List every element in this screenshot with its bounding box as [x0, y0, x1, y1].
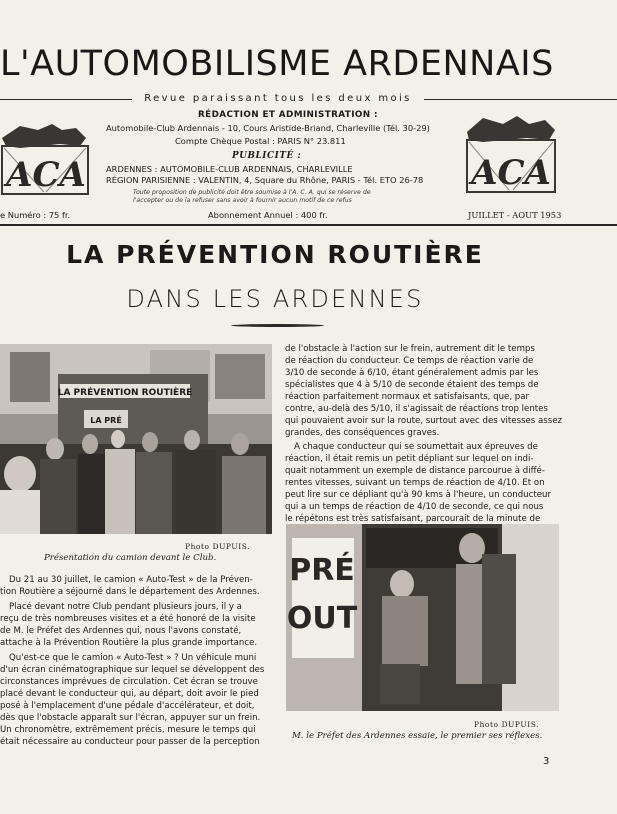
body-text-line: peut lire sur ce dépliant qu'à 90 kms à l'heure, un conducteur	[285, 490, 551, 500]
body-text-line: 3/10 de seconde à 6/10, étant généralement admis par les	[285, 368, 539, 378]
body-text-line: quait notamment un exemple de distance parcourue à diffé-	[285, 466, 545, 476]
poster-text-1: PRÉ	[289, 553, 355, 588]
body-text-line: attache à la Prévention Routière la plus grande importance.	[0, 638, 258, 648]
photo2-credit: Photo DUPUIS.	[474, 720, 540, 729]
redaction-heading: RÉDACTION ET ADMINISTRATION :	[198, 110, 378, 120]
photo2-caption: M. le Préfet des Ardennes essaie, le premier ses réflexes.	[292, 731, 543, 741]
article-subheadline: DANS LES ARDENNES	[126, 285, 424, 313]
body-text-line: qui a un temps de réaction de 4/10 de seconde, ce qui nous	[285, 502, 544, 512]
masthead-bottom-rule	[0, 224, 617, 226]
photo-prefet-essai	[286, 524, 559, 711]
body-text-line: le répétons est très satisfaisant, parcourait de la minute de	[285, 514, 541, 524]
body-text-line: réaction parfaitement normaux et satisfaisants, que, par	[285, 392, 530, 402]
body-text-line: reçu de très nombreuses visites et a été honoré de la visite	[0, 614, 256, 624]
body-text-line: placé devant le conducteur qui, au départ, doit avoir le pied	[0, 689, 259, 699]
body-text-line: tion Routière a séjourné dans le département des Ardennes.	[0, 587, 260, 597]
article-headline: LA PRÉVENTION ROUTIÈRE	[66, 240, 484, 269]
body-text-line: était nécessaire au conducteur pour passer de la perception	[0, 737, 260, 747]
cheque-line: Compte Chèque Postal : PARIS N° 23.811	[175, 136, 346, 146]
page-number: 3	[543, 756, 550, 767]
photo1-caption: Présentation du camion devant le Club.	[44, 553, 217, 563]
truck-sign-text: LA PRÉ	[90, 416, 122, 425]
body-text-line: circonstances imprévues de circulation. Cet écran se trouve	[0, 677, 258, 687]
body-text-line: rentes vitesses, suivant un temps de réaction de 4/10. Et on	[285, 478, 545, 488]
body-text-line: d'un écran cinématographique sur lequel se développent des	[0, 665, 265, 675]
issue-date: JUILLET - AOUT 1953	[468, 210, 562, 220]
photo-camion-devant-club	[0, 344, 272, 534]
photo1-credit: Photo DUPUIS.	[185, 542, 251, 551]
body-text-line: Placé devant notre Club pendant plusieurs jours, il y a	[9, 602, 242, 612]
body-text-line: de réaction du conducteur. Ce temps de réaction varie de	[285, 356, 534, 366]
body-text-line: contre, au-delà des 5/10, il s'agissait de réactions trop lentes	[285, 404, 548, 414]
body-text-line: spécialistes que 4 à 5/10 de seconde étaient des temps de	[285, 380, 539, 390]
body-text-line: grandes, des conséquences graves.	[285, 428, 440, 438]
masthead-rule-left	[0, 99, 132, 100]
paris-line: RÉGION PARISIENNE : VALENTIN, 4, Square du Rhône, PARIS - Tél. ETO 26-78	[106, 175, 424, 185]
body-text-line: de l'obstacle à l'action sur le frein, autrement dit le temps	[285, 344, 535, 354]
publicite-heading: PUBLICITÉ :	[232, 151, 302, 161]
body-text-line: qui pouvaient avoir sur la route, surtout avec des vitesses assez	[285, 416, 563, 426]
body-text-line: réaction, il était remis un petit dépliant sur lequel on indi-	[285, 454, 534, 464]
masthead-subtitle: Revue paraissant tous les deux mois	[144, 93, 412, 104]
body-text-line: de M. le Préfet des Ardennes qui, nous l'avons constaté,	[0, 626, 242, 636]
price-label: e Numéro : 75 fr.	[0, 210, 71, 220]
body-text-line: Un chronomètre, extrêmement précis, mesure le temps qui	[0, 725, 256, 735]
redaction-address: Automobile-Club Ardennais - 10, Cours Aristide-Briand, Charleville (Tél. 30-29)	[106, 123, 430, 133]
headline-ornament-rule	[231, 324, 324, 327]
notice-line-1: Toute proposition de publicité doit être soumise à l'A. C. A. qui se réserve de	[133, 189, 371, 196]
truck-banner-text: LA PRÉVENTION ROUTIÈRE	[57, 388, 193, 398]
aca-logo-left	[0, 116, 92, 198]
masthead-title: L'AUTOMOBILISME ARDENNAIS	[0, 44, 554, 84]
subscription-price: Abonnement Annuel : 400 fr.	[208, 210, 328, 220]
logo-letters-left: ACA	[6, 155, 86, 195]
body-text-line: Qu'est-ce que le camion « Auto-Test » ? Un véhicule muni	[9, 653, 257, 663]
body-text-line: Du 21 au 30 juillet, le camion « Auto-Test » de la Préven-	[9, 575, 253, 585]
poster-text-2: OUT	[286, 601, 358, 636]
notice-line-2: l'accepter ou de la refuser sans avoir à fournir aucun motif de ce refus	[133, 197, 352, 204]
body-text-line: posé à l'emplacement d'une pédale d'accélérateur, et doit,	[0, 701, 255, 711]
ardennes-line: ARDENNES : AUTOMOBILE-CLUB ARDENNAIS, CHARLEVILLE	[106, 164, 353, 174]
aca-logo-right	[463, 110, 559, 196]
body-text-line: dès que l'obstacle apparaît sur l'écran, appuyer sur un frein.	[0, 713, 261, 723]
body-text-line: A chaque conducteur qui se soumettait aux épreuves de	[294, 442, 538, 452]
logo-letters-right: ACA	[471, 153, 551, 193]
masthead-rule-right	[424, 99, 617, 100]
